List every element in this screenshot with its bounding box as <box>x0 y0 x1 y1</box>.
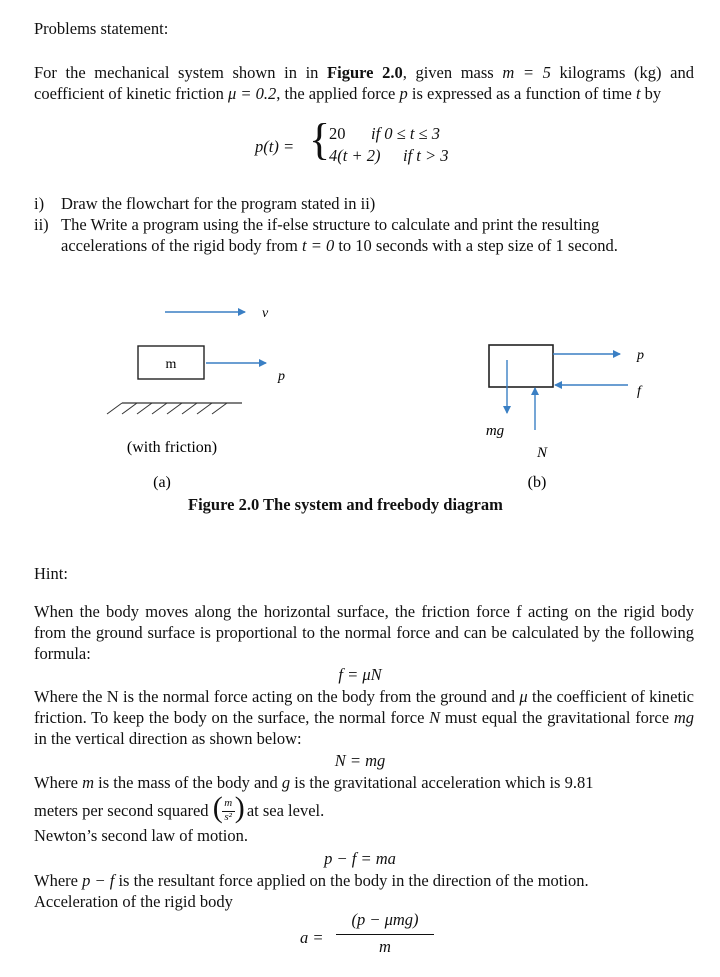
hint-text: the coefficient of kinetic friction. To keep the body on the surface, the normal force <box>34 687 694 727</box>
accel-denominator: m <box>379 937 391 956</box>
hint-paragraph-3 <box>34 772 694 793</box>
equation-newton: p − f = ma <box>324 849 396 868</box>
figure-caption: Figure 2.0 The system and freebody diagram <box>188 495 503 514</box>
equation-friction: f = μN <box>338 665 382 684</box>
hint-text: is the resultant force applied on the body in the direction of the motion. <box>114 871 589 890</box>
ground-surface <box>107 403 242 414</box>
resultant-expr: p − f <box>82 871 115 890</box>
mass-block-label: m <box>165 357 177 372</box>
mu-value: μ = 0.2 <box>227 84 277 103</box>
case1-condition: if 0 ≤ t ≤ 3 <box>371 124 440 143</box>
hint-paragraph-2 <box>34 686 694 749</box>
t-variable: t <box>635 84 641 103</box>
g-symbol: g <box>281 773 291 792</box>
task-item <box>34 193 694 214</box>
task-text: to 10 seconds with a step size of 1 second. <box>334 236 618 255</box>
units-numerator: m <box>224 797 233 809</box>
mg-symbol: mg <box>673 708 694 727</box>
hint-title: Hint: <box>34 564 68 583</box>
hint-paragraph-5 <box>34 870 694 891</box>
subfigure-b-label: (b) <box>527 474 547 491</box>
hint-paragraph-4: Newton’s second law of motion. <box>34 826 249 845</box>
freebody-block <box>489 345 553 387</box>
hint-paragraph-1: When the body moves along the horizontal surface, the friction force f acting on the rigid body from the ground surface is proportional to the normal force and can be calculated by the following formula: <box>34 602 694 663</box>
force-label-b: p <box>637 348 644 363</box>
p-variable: p <box>399 84 408 103</box>
hint-text: meters per second squared <box>34 800 209 820</box>
friction-label: f <box>637 384 641 399</box>
force-label-a: p <box>278 369 285 384</box>
time-start: t = 0 <box>302 236 335 255</box>
intro-text: by <box>640 84 662 103</box>
task-text: The Write a program using the if-else structure to calculate and print the resulting <box>61 215 600 234</box>
mu-symbol: μ <box>519 687 528 706</box>
intro-text: kilograms (kg) and coefficient of kinetic friction <box>34 63 694 103</box>
task-number: ii) <box>34 215 49 234</box>
intro-text: , given mass <box>402 63 503 82</box>
hint-text: is the mass of the body and <box>94 773 282 792</box>
hint-text: at sea level. <box>242 800 325 820</box>
equation-normal: N = mg <box>334 751 386 770</box>
piecewise-lhs: p(t) = <box>255 137 295 156</box>
weight-label: mg <box>485 423 505 439</box>
friction-note: (with friction) <box>126 439 218 456</box>
intro-paragraph <box>34 62 694 104</box>
velocity-label: v <box>262 306 269 321</box>
task-text: Draw the flowchart for the program stated in ii) <box>61 194 376 213</box>
normal-force-label: N <box>536 445 548 461</box>
case1-value: 20 <box>329 124 346 143</box>
intro-text: is expressed as a function of time <box>407 84 636 103</box>
hint-text: Where <box>34 871 83 890</box>
units-denominator: s² <box>224 811 232 823</box>
accel-lhs: a = <box>300 928 324 947</box>
hint-paragraph-3b <box>34 791 694 825</box>
case2-condition: if t > 3 <box>403 146 449 165</box>
problem-heading: Problems statement: <box>34 19 169 38</box>
hint-paragraph-6: Acceleration of the rigid body <box>34 892 233 911</box>
hint-text: is the gravitational acceleration which is 9.81 <box>290 773 594 792</box>
subfigure-a-label: (a) <box>153 474 171 491</box>
intro-text: , the applied force <box>276 84 400 103</box>
case2-value: 4(t + 2) <box>329 146 381 165</box>
mass-value: m = 5 <box>502 63 551 82</box>
task-number: i) <box>34 194 45 213</box>
accel-numerator: (p − μmg) <box>351 910 419 929</box>
equation-acceleration <box>300 910 440 970</box>
m-symbol: m <box>82 773 95 792</box>
figure-reference: Figure 2.0 <box>327 63 403 82</box>
task-list <box>34 193 694 256</box>
task-item <box>34 214 694 256</box>
piecewise-equation <box>255 115 515 170</box>
fraction-bar <box>336 934 434 935</box>
intro-text: For the mechanical system shown in in <box>34 63 328 82</box>
hint-text: in the vertical direction as shown below: <box>34 729 302 748</box>
task-text: accelerations of the rigid body from <box>61 236 302 255</box>
units-fraction: ( m s² ) <box>212 791 245 824</box>
hint-text: Where <box>34 773 83 792</box>
hint-text: must equal the gravitational force <box>440 708 674 727</box>
figure-diagram <box>0 290 720 520</box>
hint-text: Where the N is the normal force acting on the body from the ground and <box>34 687 520 706</box>
n-symbol: N <box>429 708 441 727</box>
left-brace: { <box>309 115 331 164</box>
